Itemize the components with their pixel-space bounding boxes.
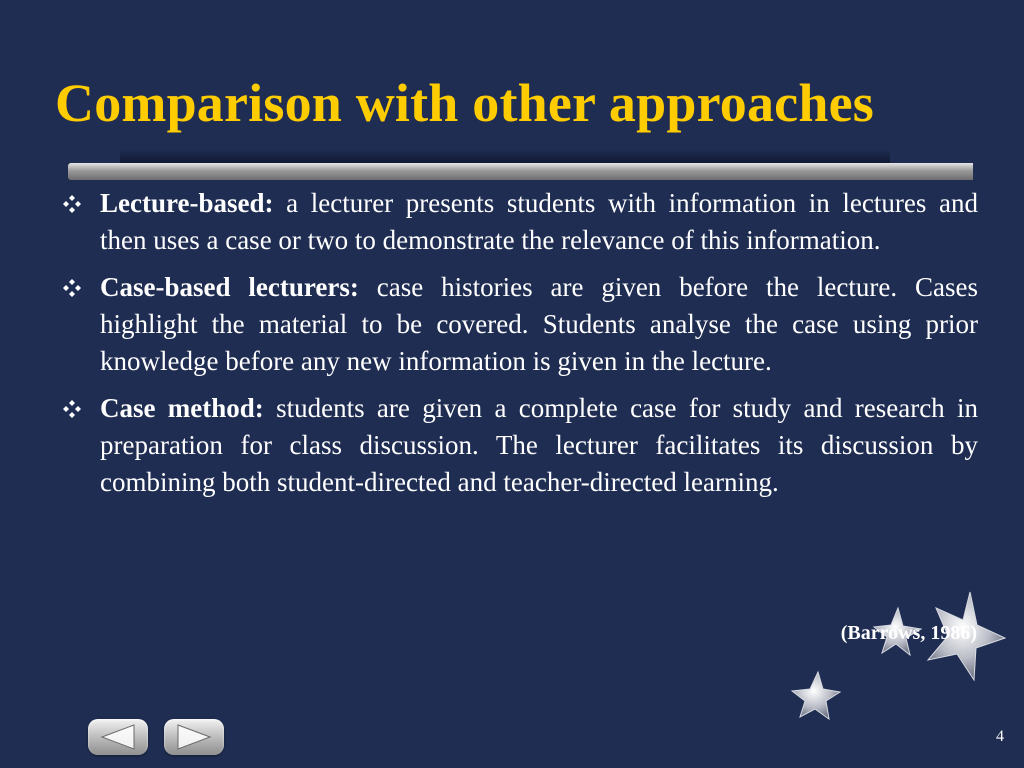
bullet-item [62,269,978,380]
diamond-bullet-icon [62,194,82,214]
diamond-bullet-icon [62,399,82,419]
bullet-text: case histories are given before the lecture. Cases highlight the material to be covered. Students analyse the case using prior knowledge before any new information is given in the lecture. [100,272,978,376]
star-icon [792,672,840,719]
bullet-item [62,390,978,501]
bullet-term: Lecture-based: [100,188,287,218]
next-arrow-icon [164,719,224,755]
bullet-list [62,185,978,511]
bullet-term: Case method: [100,393,277,423]
next-slide-button[interactable] [164,719,224,755]
bullet-item [62,185,978,259]
citation: (Barrows, 1986) [840,622,977,644]
previous-slide-button[interactable] [88,719,148,755]
bullet-text: students are given a complete case for study and research in preparation for class discussion. The lecturer facilitates its discussion by combining both student-directed and teacher-directed learning. [100,393,978,497]
diamond-bullet-icon [62,278,82,298]
bullet-term: Case-based lecturers: [100,272,377,302]
decorative-stars [760,580,1024,740]
bullet-text: a lecturer presents students with information in lectures and then uses a case or two to demonstrate the relevance of this information. [100,188,978,255]
page-number: 4 [996,728,1004,745]
title-underline-shadow [120,149,890,163]
title-underline-bar [68,163,973,180]
previous-arrow-icon [88,719,148,755]
slide-title: Comparison with other approaches [55,73,874,133]
